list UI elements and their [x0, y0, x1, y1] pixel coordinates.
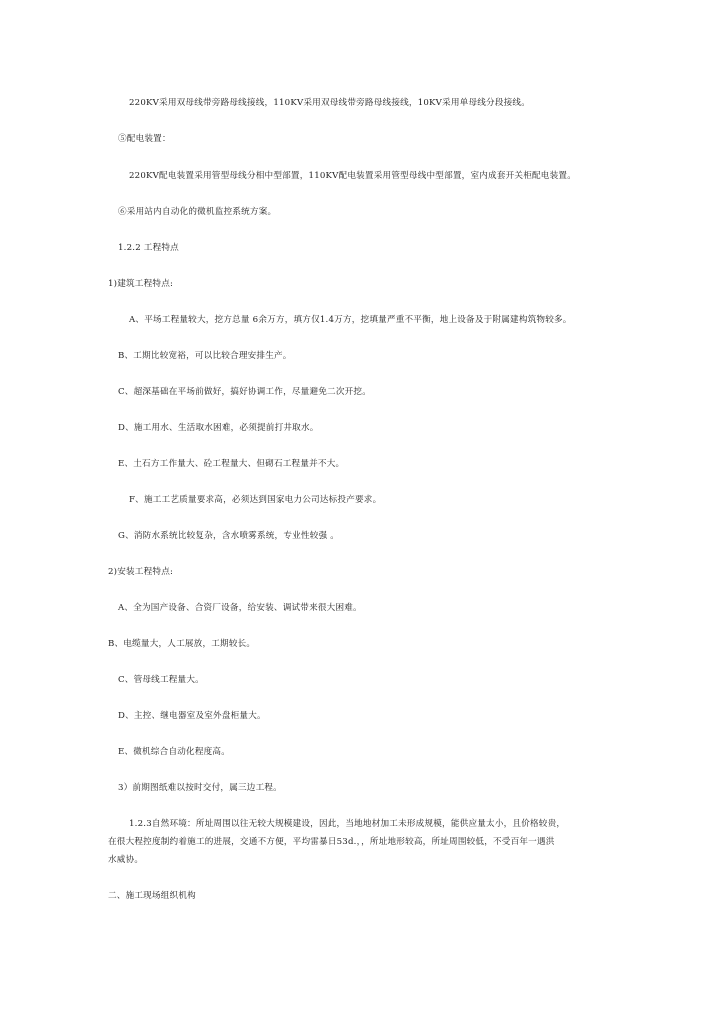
- list-item-civil-e: E、土石方工作量大、砼工程量大、但砌石工程量并不大。: [118, 459, 345, 469]
- list-item-civil-b: B、工期比较宽裕，可以比较合理安排生产。: [118, 351, 292, 361]
- paragraph-switchgear-layout: 220KV配电装置采用管型母线分相中型部置，110KV配电装置采用管型母线中型部置，室内成套开关柜配电装置。: [129, 171, 576, 181]
- heading-installation-features: 2)安装工程特点:: [108, 567, 174, 577]
- heading-switchgear: ⑤配电装置：: [118, 134, 171, 144]
- section-heading-1-2-2: 1.2.2 工程特点: [118, 243, 179, 253]
- list-item-civil-a: A、平场工程量较大，挖方总量 6余万方，填方仅1.4万方，挖填量严重不平衡，地上设备及于附属建构筑物较多。: [129, 315, 572, 325]
- paragraph-monitoring-system: ⑥采用站内自动化的微机监控系统方案。: [118, 207, 277, 217]
- list-item-install-d: D、主控、继电器室及室外盘柜量大。: [118, 711, 266, 721]
- paragraph-wiring-scheme: 220KV采用双母线带旁路母线接线，110KV采用双母线带旁路母线接线，10KV采用单母线分段接线。: [129, 98, 530, 108]
- paragraph-environment-line1: 1.2.3自然环境：所址周围以往无较大规模建设，因此，当地地材加工未形成规模，能供应量太小，且价格较贵，: [129, 819, 566, 829]
- list-item-civil-c: C、超深基础在平场前做好，搞好协调工作，尽量避免二次开挖。: [118, 387, 372, 397]
- list-item-install-e: E、微机综合自动化程度高。: [118, 747, 230, 757]
- list-item-install-b: B、电缆量大，人工展放，工期较长。: [108, 639, 256, 649]
- section-heading-organization: 二、施工现场组织机构: [108, 891, 196, 901]
- list-item-civil-g: G、消防水系统比较复杂，含水喷雾系统，专业性较强 。: [118, 531, 340, 541]
- heading-civil-features: 1)建筑工程特点:: [108, 279, 174, 289]
- list-item-install-c: C、管母线工程量大。: [118, 675, 204, 685]
- paragraph-drawings: 3）前期图纸难以按时交付，属三边工程。: [118, 783, 282, 793]
- paragraph-environment-line3: 水威协。: [108, 855, 144, 865]
- paragraph-environment-line2: 在很大程控度制约着施工的进展，交通不方便，平均雷暴日53d.，，所址地形较高，所址周围较低，不受百年一遇洪: [108, 837, 555, 847]
- list-item-install-a: A、全为国产设备、合资厂设备，给安装、调试带来很大困难。: [118, 603, 362, 613]
- list-item-civil-d: D、施工用水、生活取水困难，必须提前打井取水。: [118, 423, 319, 433]
- list-item-civil-f: F、施工工艺质量要求高，必须达到国家电力公司达标投产要求。: [129, 495, 382, 505]
